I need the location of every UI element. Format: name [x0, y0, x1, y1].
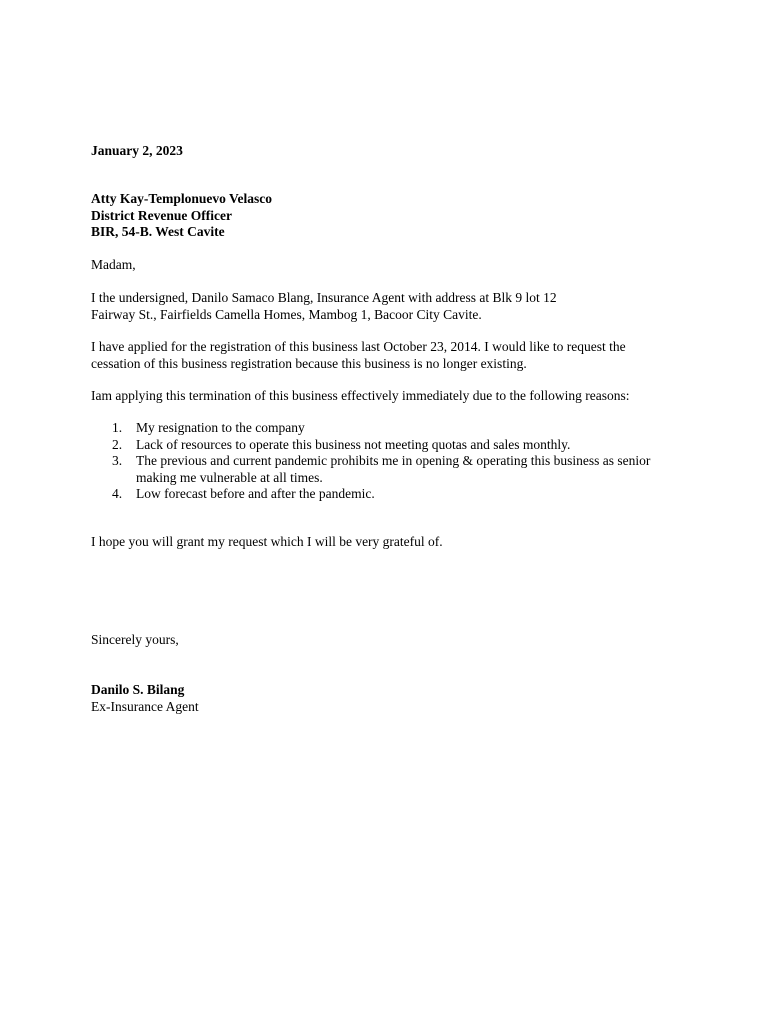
paragraph-request [91, 339, 691, 372]
closing-paragraph: I hope you will grant my request which I will be very grateful of. [91, 534, 443, 549]
valediction: Sincerely yours, [91, 632, 179, 647]
list-item-text: Lack of resources to operate this business not meeting quotas and sales monthly. [136, 436, 571, 452]
recipient-name: Atty Kay-Templonuevo Velasco [91, 191, 273, 206]
list-item-text: Low forecast before and after the pandemic. [136, 486, 375, 501]
paragraph-line: Fairway St., Fairfields Camella Homes, Mambog 1, Bacoor City Cavite. [91, 306, 482, 322]
paragraph-line: cessation of this business registration because this business is no longer existing. [91, 355, 527, 371]
salutation: Madam, [91, 257, 136, 272]
list-item [112, 453, 672, 486]
list-item-number: 2. [112, 436, 123, 452]
signature-block [91, 682, 691, 715]
recipient-title: District Revenue Officer [91, 207, 232, 223]
signer-name: Danilo S. Bilang [91, 682, 185, 697]
reasons-list [112, 420, 672, 503]
list-item-number: 1. [112, 420, 123, 435]
letter-date: January 2, 2023 [91, 143, 183, 158]
paragraph-line: Iam applying this termination of this business effectively immediately due to the following reasons: [91, 388, 630, 403]
list-item-text: My resignation to the company [136, 420, 305, 435]
paragraph-line: I the undersigned, Danilo Samaco Blang, Insurance Agent with address at Blk 9 lot 12 [91, 290, 557, 305]
list-item-number: 3. [112, 453, 123, 468]
paragraph-reasons-intro [91, 388, 691, 405]
recipient-office: BIR, 54-B. West Cavite [91, 224, 225, 239]
list-item-text: The previous and current pandemic prohibits me in opening & operating this business as senior [136, 453, 651, 468]
list-item-text: making me vulnerable at all times. [136, 469, 323, 485]
list-item [112, 437, 672, 454]
list-item [112, 420, 672, 437]
list-item-number: 4. [112, 486, 123, 501]
recipient-block [91, 191, 691, 241]
list-item [112, 486, 672, 503]
paragraph-line: I have applied for the registration of this business last October 23, 2014. I would like to request the [91, 339, 626, 354]
paragraph-introduction [91, 290, 691, 323]
signer-title: Ex-Insurance Agent [91, 698, 199, 714]
